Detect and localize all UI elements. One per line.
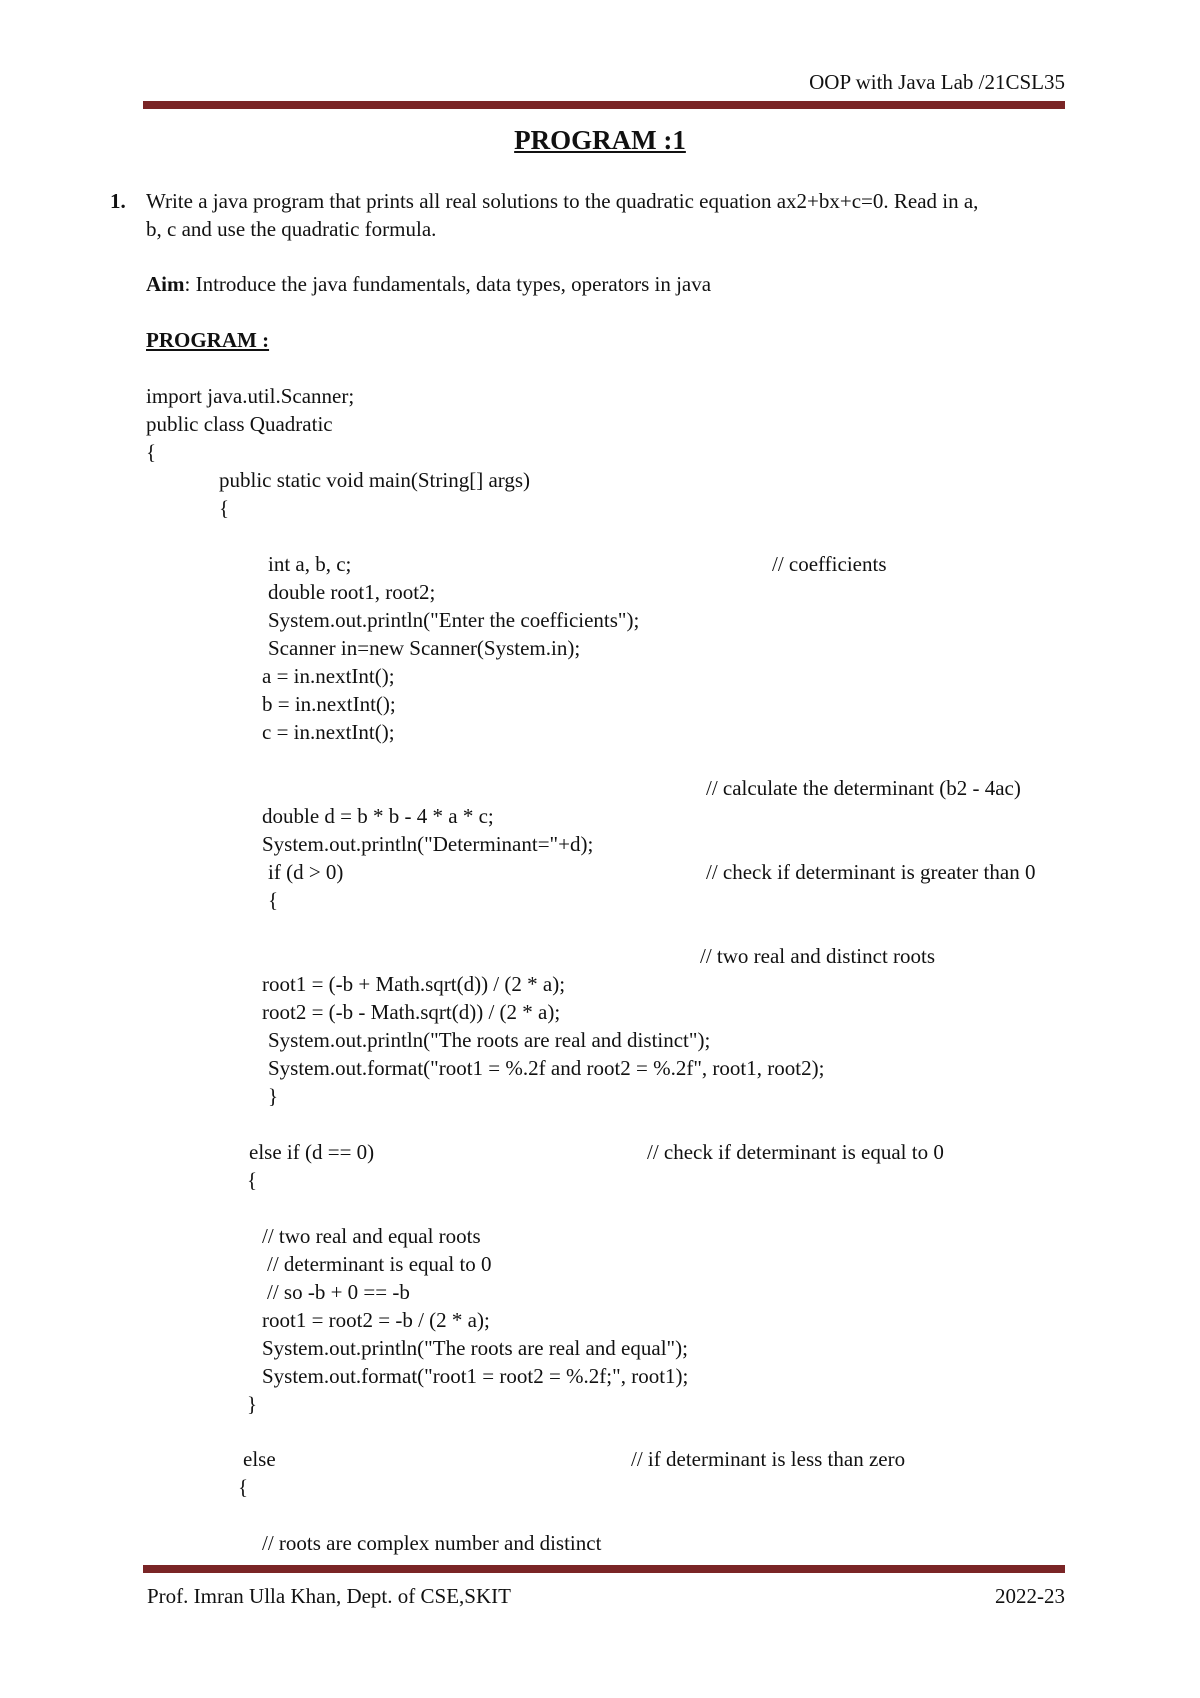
- aim-text: : Introduce the java fundamentals, data types, operators in java: [184, 272, 712, 296]
- program-subheading: PROGRAM :: [146, 328, 270, 352]
- code-comment: // calculate the determinant (b2 - 4ac): [706, 776, 1021, 800]
- code-line: public class Quadratic: [146, 412, 333, 436]
- code-line: double root1, root2;: [268, 580, 436, 604]
- code-line: public static void main(String[] args): [219, 468, 531, 492]
- code-comment: // two real and distinct roots: [700, 944, 936, 968]
- code-line: {: [268, 888, 279, 912]
- code-comment: // so -b + 0 == -b: [267, 1280, 410, 1304]
- code-line: if (d > 0): [268, 860, 344, 884]
- code-line: c = in.nextInt();: [262, 720, 395, 744]
- code-line: double d = b * b - 4 * a * c;: [262, 804, 494, 828]
- code-line: Scanner in=new Scanner(System.in);: [268, 636, 581, 660]
- code-line: a = in.nextInt();: [262, 664, 395, 688]
- question-text-line-1: Write a java program that prints all real solutions to the quadratic equation ax2+bx+c=0. Read in a,: [146, 189, 979, 213]
- code-line: System.out.println("Determinant="+d);: [262, 832, 594, 856]
- footer-divider: [143, 1565, 1065, 1573]
- code-line: {: [247, 1168, 258, 1192]
- code-line: int a, b, c;: [268, 552, 352, 576]
- code-line: System.out.println("The roots are real and distinct");: [268, 1028, 711, 1052]
- question-number: 1.: [110, 189, 126, 213]
- code-line: import java.util.Scanner;: [146, 384, 355, 408]
- code-comment: // check if determinant is greater than 0: [706, 860, 1036, 884]
- code-comment: // roots are complex number and distinct: [262, 1531, 602, 1555]
- code-line: }: [268, 1084, 279, 1108]
- code-comment: // determinant is equal to 0: [267, 1252, 492, 1276]
- code-comment: // if determinant is less than zero: [631, 1447, 906, 1471]
- code-line: }: [247, 1392, 258, 1416]
- code-line: System.out.format("root1 = root2 = %.2f;", root1);: [262, 1364, 689, 1388]
- code-comment: // two real and equal roots: [262, 1224, 481, 1248]
- code-line: root1 = root2 = -b / (2 * a);: [262, 1308, 490, 1332]
- code-comment: // coefficients: [772, 552, 887, 576]
- page-heading: PROGRAM :1: [514, 125, 686, 155]
- code-line: {: [146, 440, 157, 464]
- aim-line: [146, 272, 711, 297]
- code-line: else if (d == 0): [249, 1140, 375, 1164]
- code-comment: // check if determinant is equal to 0: [647, 1140, 944, 1164]
- footer-year: 2022-23: [995, 1584, 1065, 1608]
- code-line: {: [238, 1475, 249, 1499]
- footer-author: Prof. Imran Ulla Khan, Dept. of CSE,SKIT: [147, 1584, 511, 1608]
- code-line: System.out.format("root1 = %.2f and root2 = %.2f", root1, root2);: [268, 1056, 825, 1080]
- code-line: root1 = (-b + Math.sqrt(d)) / (2 * a);: [262, 972, 566, 996]
- running-header-title: OOP with Java Lab /21CSL35: [809, 70, 1065, 94]
- header-divider: [143, 101, 1065, 109]
- code-line: root2 = (-b - Math.sqrt(d)) / (2 * a);: [262, 1000, 561, 1024]
- aim-label: Aim: [146, 272, 185, 296]
- code-line: {: [219, 496, 230, 520]
- code-line: System.out.println("Enter the coefficients");: [268, 608, 640, 632]
- code-line: else: [243, 1447, 276, 1471]
- code-line: b = in.nextInt();: [262, 692, 396, 716]
- code-line: System.out.println("The roots are real and equal");: [262, 1336, 688, 1360]
- question-text-line-2: b, c and use the quadratic formula.: [146, 217, 437, 241]
